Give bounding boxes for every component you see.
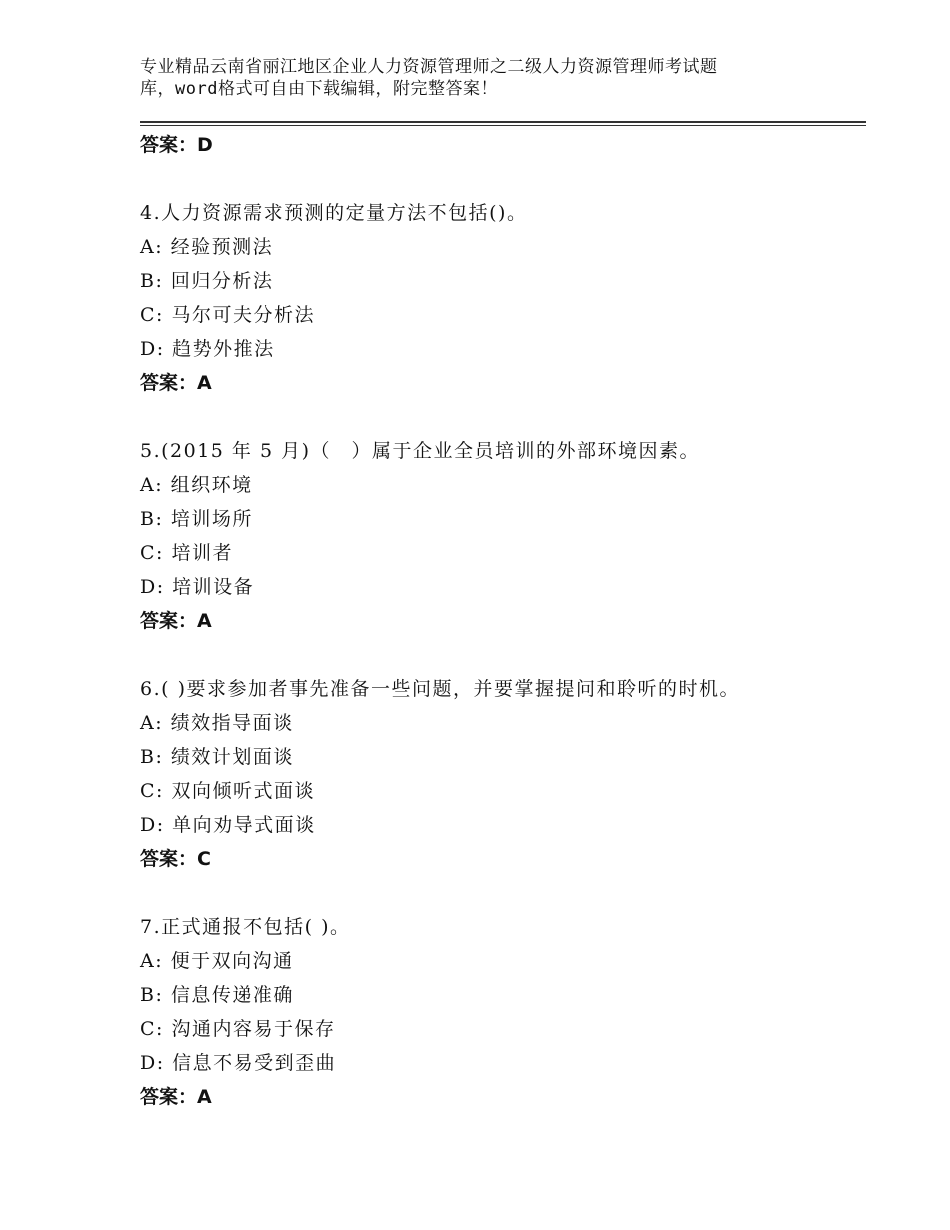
header-title-line-2: 库，word格式可自由下载编辑，附完整答案！ <box>140 79 498 99</box>
answer-line: 答案：A <box>140 372 212 394</box>
answer-line: 答案：A <box>140 610 212 632</box>
option-a: A: 绩效指导面谈 <box>140 712 294 734</box>
option-c: C: 马尔可夫分析法 <box>140 304 315 326</box>
option-d: D: 培训设备 <box>140 576 255 598</box>
question-text: 5.(2015 年 5 月)（ ）属于企业全员培训的外部环境因素。 <box>140 440 701 462</box>
option-b: B: 绩效计划面谈 <box>140 746 294 768</box>
header-title-line-1: 专业精品云南省丽江地区企业人力资源管理师之二级人力资源管理师考试题 <box>140 57 718 77</box>
option-d: D: 趋势外推法 <box>140 338 275 360</box>
option-c: C: 双向倾听式面谈 <box>140 780 315 802</box>
option-a: A: 经验预测法 <box>140 236 274 258</box>
question-text: 6.( )要求参加者事先准备一些问题，并要掌握提问和聆听的时机。 <box>140 678 740 700</box>
option-b: B: 回归分析法 <box>140 270 274 292</box>
option-d: D: 信息不易受到歪曲 <box>140 1052 337 1074</box>
option-c: C: 沟通内容易于保存 <box>140 1018 336 1040</box>
question-5 <box>140 434 860 638</box>
exam-content <box>140 128 860 1114</box>
answer-line: 答案：C <box>140 848 211 870</box>
question-text: 7.正式通报不包括( )。 <box>140 916 351 938</box>
option-d: D: 单向劝导式面谈 <box>140 814 316 836</box>
option-a: A: 便于双向沟通 <box>140 950 294 972</box>
previous-question-answer: 答案：D <box>140 134 213 156</box>
answer-line: 答案：A <box>140 1086 212 1108</box>
page-header <box>140 56 800 100</box>
option-c: C: 培训者 <box>140 542 233 564</box>
header-divider-thin <box>140 125 866 126</box>
header-divider-thick <box>140 121 866 123</box>
question-6 <box>140 672 860 876</box>
question-text: 4.人力资源需求预测的定量方法不包括()。 <box>140 202 528 224</box>
question-7 <box>140 910 860 1114</box>
option-a: A: 组织环境 <box>140 474 253 496</box>
question-4 <box>140 196 860 400</box>
option-b: B: 培训场所 <box>140 508 253 530</box>
option-b: B: 信息传递准确 <box>140 984 294 1006</box>
